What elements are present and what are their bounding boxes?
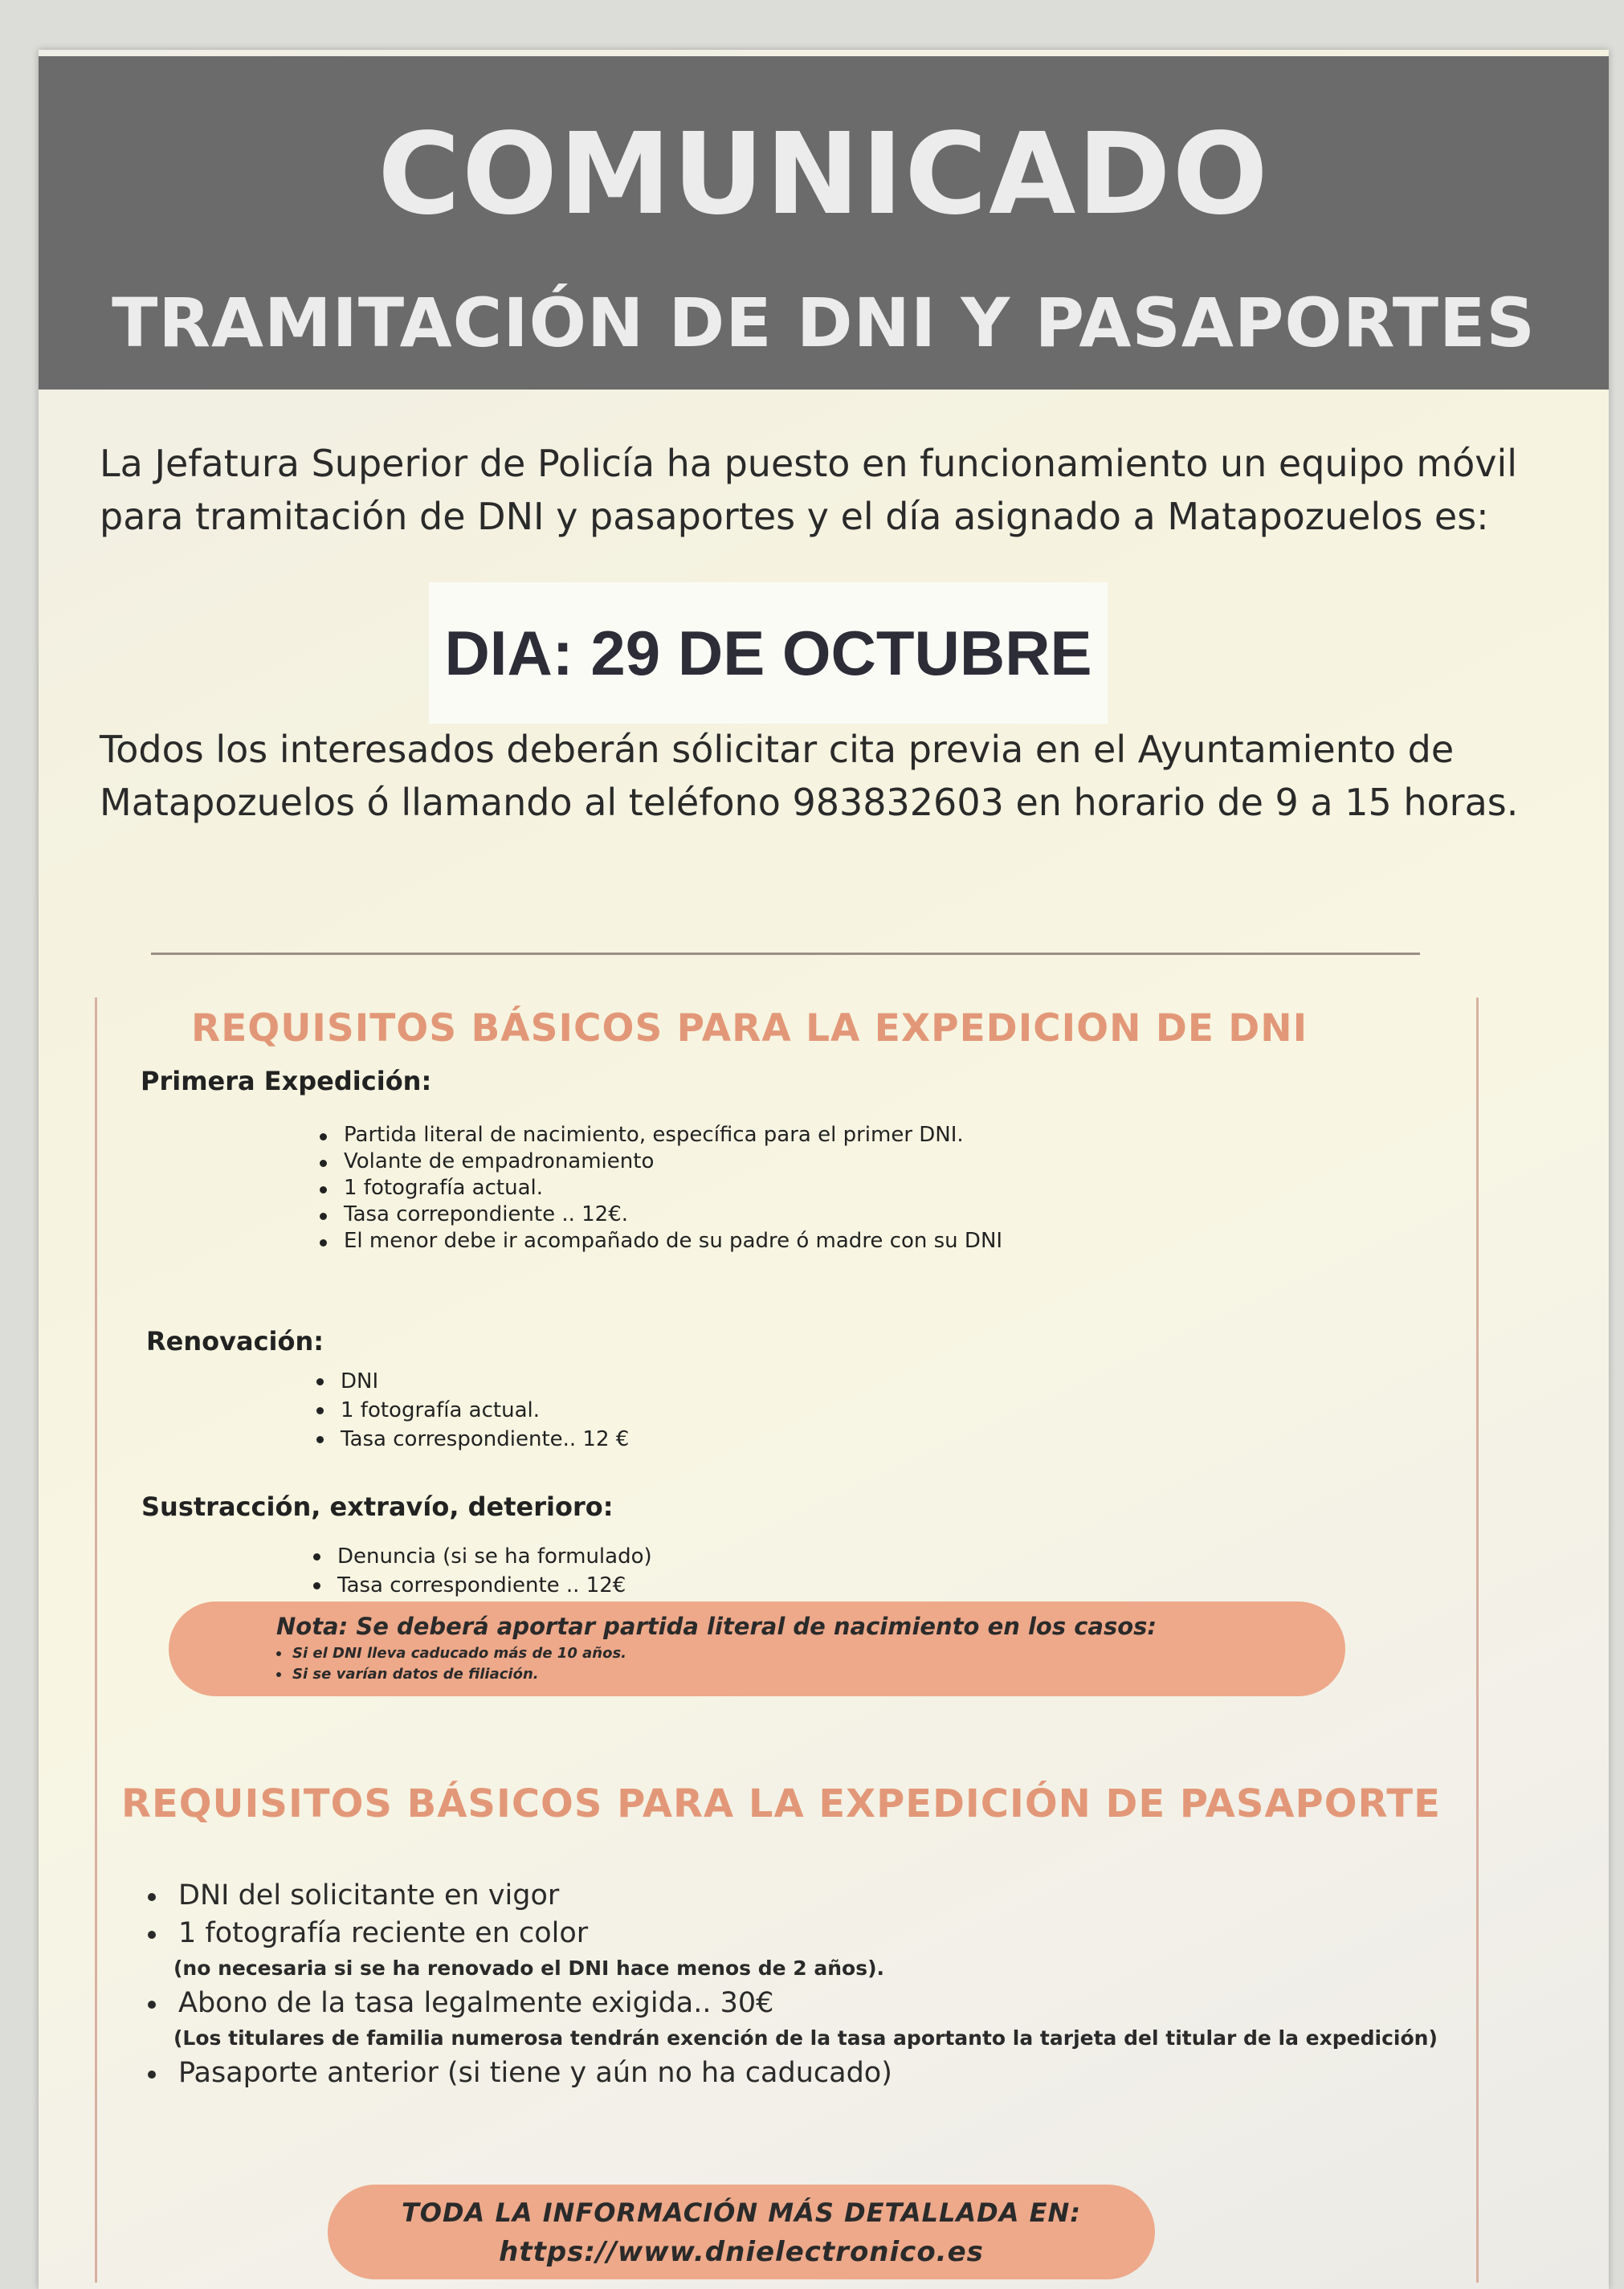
renewal-list: [312, 1367, 629, 1454]
more-info-label: TODA LA INFORMACIÓN MÁS DETALLADA EN:: [401, 2197, 1082, 2228]
intro-paragraph: La Jefatura Superior de Policía ha puesto en funcionamiento un equipo móvil para tramitación de DNI y pasaportes y el día asignado a Matapozuelos es:: [100, 442, 1518, 538]
passport-item-detail: (no necesaria si se ha renovado el DNI hace menos de 2 años).: [173, 1956, 885, 1980]
list-item: Tasa correspondiente .. 12€: [308, 1571, 652, 1600]
passport-item-text: 1 fotografía reciente en color: [178, 1917, 589, 1949]
list-item: El menor debe ir acompañado de su padre ó madre con su DNI: [315, 1228, 1002, 1255]
note-title: Nota: Se deberá aportar partida literal de nacimiento en los casos:: [276, 1613, 1157, 1640]
loss-heading: Sustracción, extravío, deterioro:: [141, 1491, 614, 1522]
list-item: Si el DNI lleva caducado más de 10 años.: [273, 1643, 626, 1664]
list-item: [141, 1915, 1438, 1985]
more-info-url: https://www.dnielectronico.es: [499, 2236, 984, 2268]
passport-item-text: Abono de la tasa legalmente exigida.. 30€: [178, 1987, 774, 2019]
passport-list: [141, 1877, 1438, 2092]
header-banner: [39, 56, 1609, 390]
passport-requirements-title: REQUISITOS BÁSICOS PARA LA EXPEDICIÓN DE PASAPORTE: [121, 1781, 1441, 1826]
list-item: [141, 1877, 1438, 1915]
frame-border-left: [95, 998, 97, 2283]
notice-sheet: [39, 50, 1609, 2289]
first-issue-heading: Primera Expedición:: [141, 1066, 432, 1096]
note-list: [273, 1643, 626, 1685]
list-item: 1 fotografía actual.: [315, 1175, 1002, 1202]
list-item: DNI: [312, 1367, 629, 1396]
frame-border-right: [1476, 998, 1479, 2283]
passport-item-text: DNI del solicitante en vigor: [178, 1879, 560, 1912]
list-item: [141, 1985, 1438, 2054]
date-box: DIA: 29 DE OCTUBRE: [429, 582, 1108, 724]
list-item: Si se varían datos de filiación.: [273, 1664, 626, 1685]
list-item: Tasa correspondiente.. 12 €: [312, 1425, 629, 1454]
notice-title: COMUNICADO: [377, 109, 1270, 240]
dni-requirements-title: REQUISITOS BÁSICOS PARA LA EXPEDICION DE DNI: [191, 1006, 1308, 1051]
list-item: Volante de empadronamiento: [315, 1149, 1002, 1175]
list-item: 1 fotografía actual.: [312, 1396, 629, 1425]
notice-subtitle: TRAMITACIÓN DE DNI Y PASAPORTES: [112, 284, 1536, 362]
section-divider: [151, 953, 1420, 955]
more-info-box: [328, 2185, 1155, 2279]
passport-item-detail: (Los titulares de familia numerosa tendrán exención de la tasa aportanto la tarjeta del titular de la expedición): [173, 2026, 1438, 2050]
dni-note-box: [169, 1601, 1345, 1696]
appointment-paragraph: Todos los interesados deberán sólicitar cita previa en el Ayuntamiento de Matapozuelos ó llamando al teléfono 983832603 en horario de 9 a 15 horas.: [100, 728, 1519, 824]
list-item: [141, 2054, 1438, 2092]
list-item: Tasa correpondiente .. 12€.: [315, 1202, 1002, 1228]
list-item: Denuncia (si se ha formulado): [308, 1542, 652, 1571]
passport-item-text: Pasaporte anterior (si tiene y aún no ha caducado): [178, 2057, 892, 2089]
list-item: Partida literal de nacimiento, específica para el primer DNI.: [315, 1122, 1002, 1149]
renewal-heading: Renovación:: [146, 1326, 324, 1357]
loss-list: [308, 1542, 652, 1600]
first-issue-list: [315, 1122, 1002, 1255]
